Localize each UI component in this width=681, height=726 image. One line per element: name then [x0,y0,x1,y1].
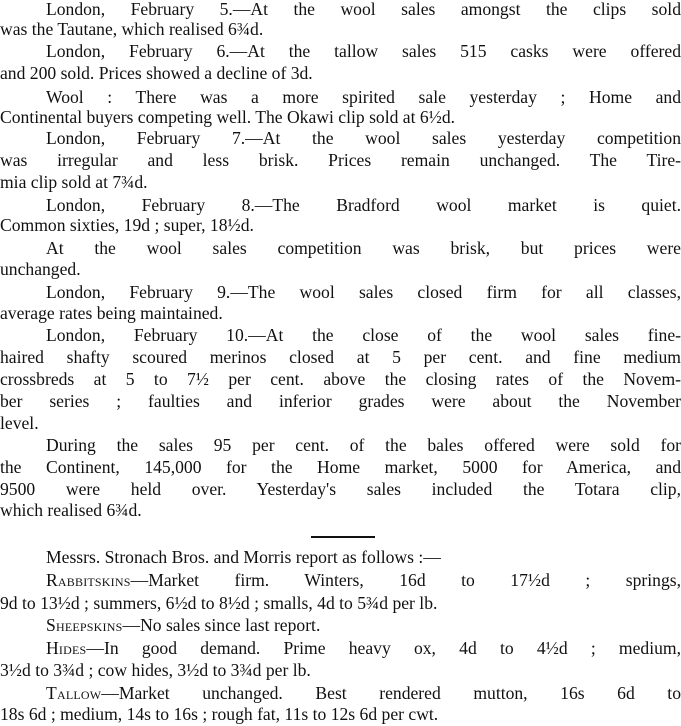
hides-line [0,637,681,659]
rabbitskins-text: —Market firm. Winters, 16d to 17½d ; springs, [130,570,681,590]
paragraph-line: London, February 10.—At the close of the wool sales fine- [46,325,681,345]
paragraph-line: crossbreds at 5 to 7½ per cent. above the closing rates of the Novem- [0,369,681,389]
paragraph-line: the Continent, 145,000 for the Home market, 5000 for America, and [0,457,681,477]
tallow-text: —Market unchanged. Best rendered mutton, 16s 6d to [101,683,681,703]
paragraph-line: Wool : There was a more spirited sale yesterday ; Home and [46,87,681,107]
sheepskins-text: —No sales since last report. [122,615,321,635]
rabbitskins-prices: 9d to 13½d ; summers, 6½d to 8½d ; smalls, 4d to 5¾d per lb. [0,593,438,613]
paragraph-line: haired shafty scoured merinos closed at 5 per cent. and fine medium [0,347,681,367]
paragraph-line: was the Tautane, which realised 6¾d. [0,19,264,39]
paragraph-line: which realised 6¾d. [0,500,142,520]
paragraph-line: average rates being maintained. [0,303,223,323]
paragraph-line: At the wool sales competition was brisk, but prices were [46,238,681,258]
paragraph-line: 9500 were held over. Yesterday's sales included the Totara clip, [0,479,681,499]
paragraph-line: ber series ; faulties and inferior grades were about the November [0,391,681,411]
hides-heading: Hides [46,638,87,658]
paragraph-line: London, February 6.—At the tallow sales 515 casks were offered [46,41,681,61]
paragraph-line: Continental buyers competing well. The Okawi clip sold at 6½d. [0,107,456,127]
report-intro: Messrs. Stronach Bros. and Morris report as follows :— [46,547,441,567]
paragraph-line: During the sales 95 per cent. of the bales offered were sold for [46,435,681,455]
paragraph-line: was irregular and less brisk. Prices remain unchanged. The Tire- [0,150,681,170]
tallow-prices: 18s 6d ; medium, 14s to 16s ; rough fat, 11s to 12s 6d per cwt. [0,704,439,724]
paragraph-line: London, February 8.—The Bradford wool market is quiet. [46,195,681,215]
rabbitskins-heading: Rabbitskins [46,570,131,590]
paragraph-line: unchanged. [0,259,81,279]
tallow-line [0,682,681,704]
paragraph-line: and 200 sold. Prices showed a decline of 3d. [0,63,313,83]
hides-prices: 3½d to 3¾d ; cow hides, 3½d to 3¾d per lb. [0,660,311,680]
sheepskins-line [0,614,681,636]
tallow-heading: Tallow [46,683,102,703]
paragraph-line: mia clip sold at 7¾d. [0,172,148,192]
paragraph-line: London, February 5.—At the wool sales amongst the clips sold [46,0,681,19]
paragraph-line: Common sixties, 19d ; super, 18½d. [0,215,254,235]
paragraph-line: London, February 7.—At the wool sales yesterday competition [46,128,681,148]
paragraph-line: level. [0,413,39,433]
hides-text: —In good demand. Prime heavy ox, 4d to 4½d ; medium, [86,638,681,658]
rabbitskins-line [0,569,681,591]
paragraph-line: London, February 9.—The wool sales closed firm for all classes, [46,282,681,302]
section-divider [311,536,375,538]
sheepskins-heading: Sheepskins [46,615,123,635]
